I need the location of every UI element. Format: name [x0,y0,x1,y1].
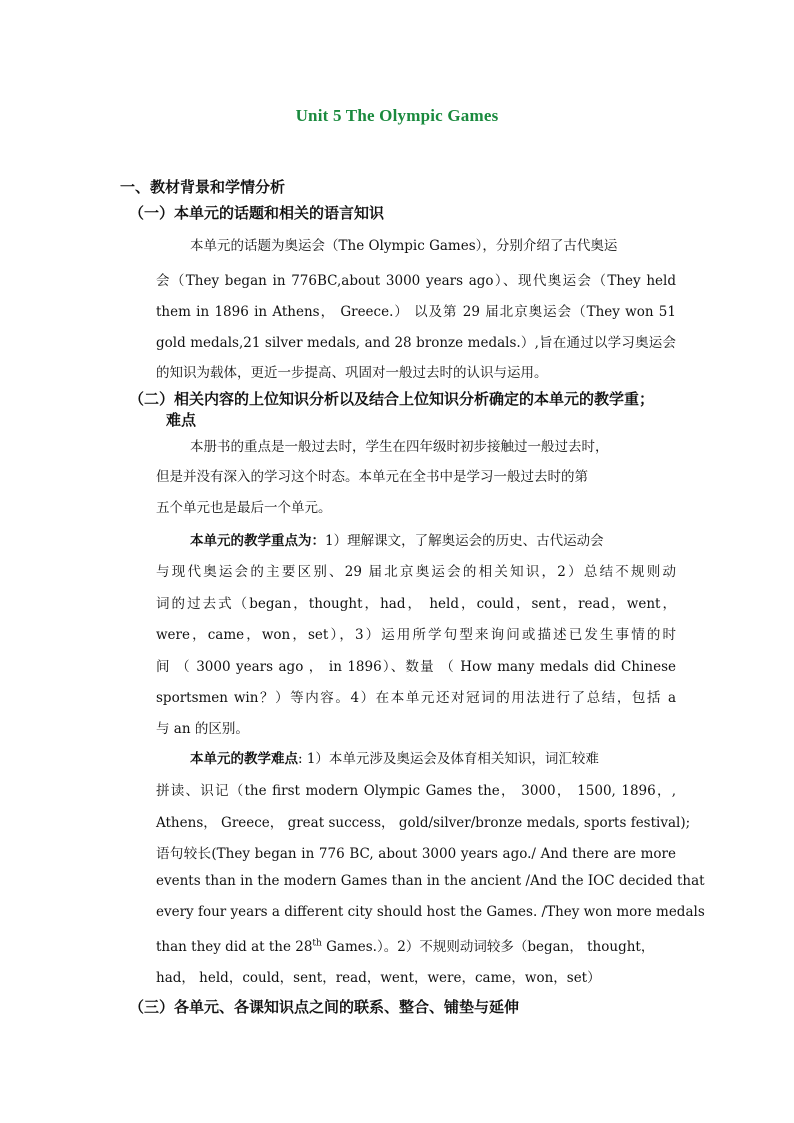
para1-line-2: 会（They began in 776BC,about 3000 years ago）、现代奥运会（They held [156,273,676,289]
subheading-2-cont: 难点 [166,411,197,429]
subheading-1: （一）本单元的话题和相关的语言知识 [129,204,385,222]
difficulty-line-1 [156,747,676,767]
difficulty-line-6: every four years a different city should host the Games. /They won more medals [156,904,705,920]
difficulty-line-5: events than in the modern Games than in the ancient /And the IOC decided that [156,873,705,889]
section-heading-1: 一、教材背景和学情分析 [120,178,286,196]
difficulty-line-3: Athens， Greece， great success， gold/silver/bronze medals, sports festival); [156,815,691,831]
last-b: Games.）。2）不规则动词较多（began， thought， [321,939,655,955]
para2-line-3: 五个单元也是最后一个单元。 [156,500,332,516]
last-a: than they did at the 28 [156,939,313,955]
para1-line-5: 的知识为载体，更近一步提高、巩固对一般过去时的认识与运用。 [156,365,548,381]
focus-line-3: 词的过去式（began，thought，had， held，could，sent，read，went， [156,596,676,612]
difficulty-line-4: 语句较长(They began in 776 BC, about 3000 years ago./ And there are more [156,846,676,862]
difficulty-line-2: 拼读、识记（the first modern Olympic Games the， 3000， 1500, 1896，, [156,783,676,799]
focus-line-2: 与现代奥运会的主要区别、29 届北京奥运会的相关知识，2）总结不规则动 [156,564,676,580]
doc-title: Unit 5 The Olympic Games [295,106,499,125]
para1-line-4: gold medals,21 silver medals, and 28 bronze medals.）,旨在通过以学习奥运会 [156,335,676,351]
focus-first: 1）理解课文，了解奥运会的历史、古代运动会 [325,533,604,549]
focus-line-6: sportsmen win？）等内容。4）在本单元还对冠词的用法进行了总结，包括 a [156,690,676,706]
last-sup: th [312,938,322,949]
focus-line-1 [156,529,676,549]
difficulty-first: : 1）本单元涉及奥运会及体育相关知识，词汇较难 [298,751,599,767]
para2-line-1: 本册书的重点是一般过去时，学生在四年级时初步接触过一般过去时， [190,439,609,455]
difficulty-line-8: had， held，could，sent，read，went，were，came，won，set） [156,970,601,986]
para2-line-2: 但是并没有深入的学习这个时态。本单元在全书中是学习一般过去时的第 [156,469,588,485]
focus-line-7: 与 an 的区别。 [156,721,249,737]
para1-line-1: 本单元的话题为奥运会（The Olympic Games），分别介绍了古代奥运 [190,238,618,254]
difficulty-line-7 [156,935,676,955]
subheading-3: （三）各单元、各课知识点之间的联系、整合、铺垫与延伸 [129,998,520,1016]
focus-line-5: 间 （ 3000 years ago ， in 1896）、数量 （ How many medals did Chinese [156,659,676,675]
focus-label: 本单元的教学重点为： [190,533,325,549]
difficulty-label: 本单元的教学难点 [190,751,298,767]
para1-line-3: them in 1896 in Athens， Greece.） 以及第 29 届北京奥运会（They won 51 [156,304,676,320]
subheading-2: （二）相关内容的上位知识分析以及结合上位知识分析确定的本单元的教学重； [129,390,655,408]
focus-line-4: were，came，won，set），3）运用所学句型来询问或描述已发生事情的时 [156,627,676,643]
